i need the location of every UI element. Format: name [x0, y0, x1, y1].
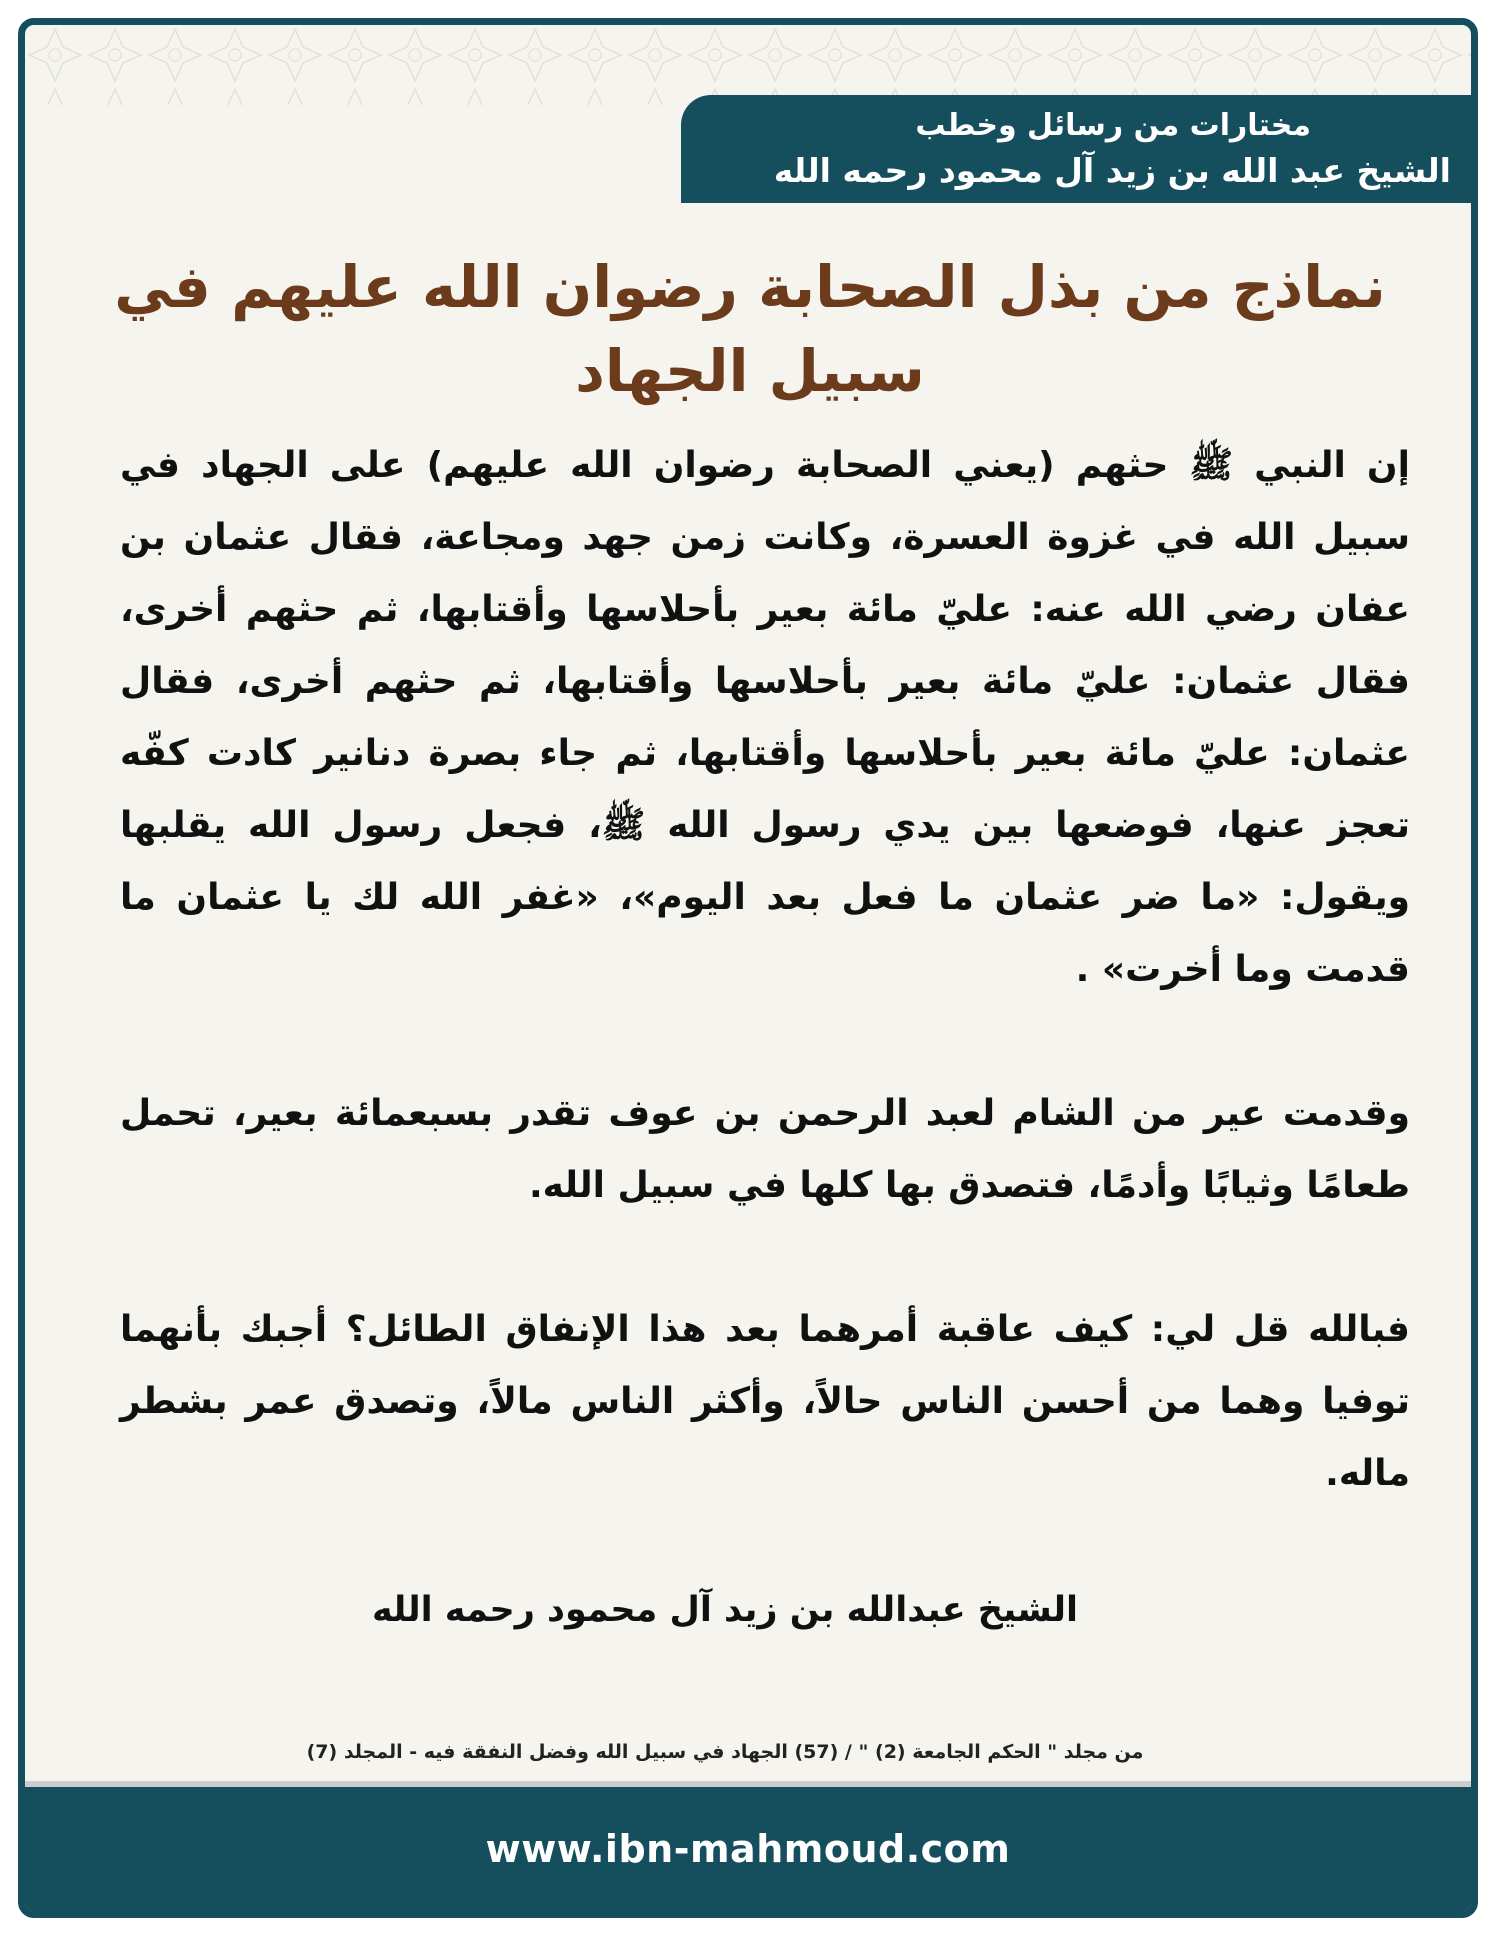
- author-name-header: الشيخ عبد الله بن زيد آل محمود رحمه الله: [773, 151, 1451, 190]
- paragraph: فبالله قل لي: كيف عاقبة أمرهما بعد هذا الإنفاق الطائل؟ أجبك بأنهما توفيا وهما من أحسن الناس حالاً، وأكثر الناس مالاً، وتصدق عمر بشطر ماله.: [120, 1309, 1410, 1494]
- series-header: [681, 95, 1471, 203]
- website-link[interactable]: www.ibn-mahmoud.com: [485, 1827, 1011, 1871]
- article-body: [120, 430, 1410, 1510]
- article-title: نماذج من بذل الصحابة رضوان الله عليهم في سبيل الجهاد: [114, 253, 1386, 405]
- decorative-pattern: [25, 25, 1471, 105]
- page-card: [18, 18, 1478, 1918]
- paragraph: إن النبي ﷺ حثهم (يعني الصحابة رضوان الله عليهم) على الجهاد في سبيل الله في غزوة العسرة، وكانت زمن جهد ومجاعة، فقال عثمان بن عفان رضي الله عنه: عليّ مائة بعير بأحلاسها وأقتابها، ثم حثهم أخرى، فقال عثمان: عليّ مائة بعير بأحلاسها وأقتابها، ثم حثهم أخرى، فقال عثمان: عليّ مائة بعير بأحلاسها وأقتابها، ثم جاء بصرة دنانير كادت كفّه تعجز عنها، فوضعها بين يدي رسول الله ﷺ، فجعل رسول الله يقلبها ويقول: «ما ضر عثمان ما فعل بعد اليوم»، «غفر الله لك يا عثمان ما قدمت وما أخرت» .: [120, 445, 1410, 990]
- paragraph: وقدمت عير من الشام لعبد الرحمن بن عوف تقدر بسبعمائة بعير، تحمل طعامًا وثيابًا وأدمًا، فتصدق بها كلها في سبيل الله.: [120, 1093, 1410, 1206]
- series-title: مختارات من رسائل وخطب: [915, 108, 1311, 143]
- source-citation: من مجلد " الحكم الجامعة (2) " / (57) الجهاد في سبيل الله وفضل النفقة فيه - المجلد (7): [306, 1741, 1144, 1763]
- signature: الشيخ عبدالله بن زيد آل محمود رحمه الله: [371, 1590, 1079, 1630]
- footer-bar: [25, 1781, 1471, 1911]
